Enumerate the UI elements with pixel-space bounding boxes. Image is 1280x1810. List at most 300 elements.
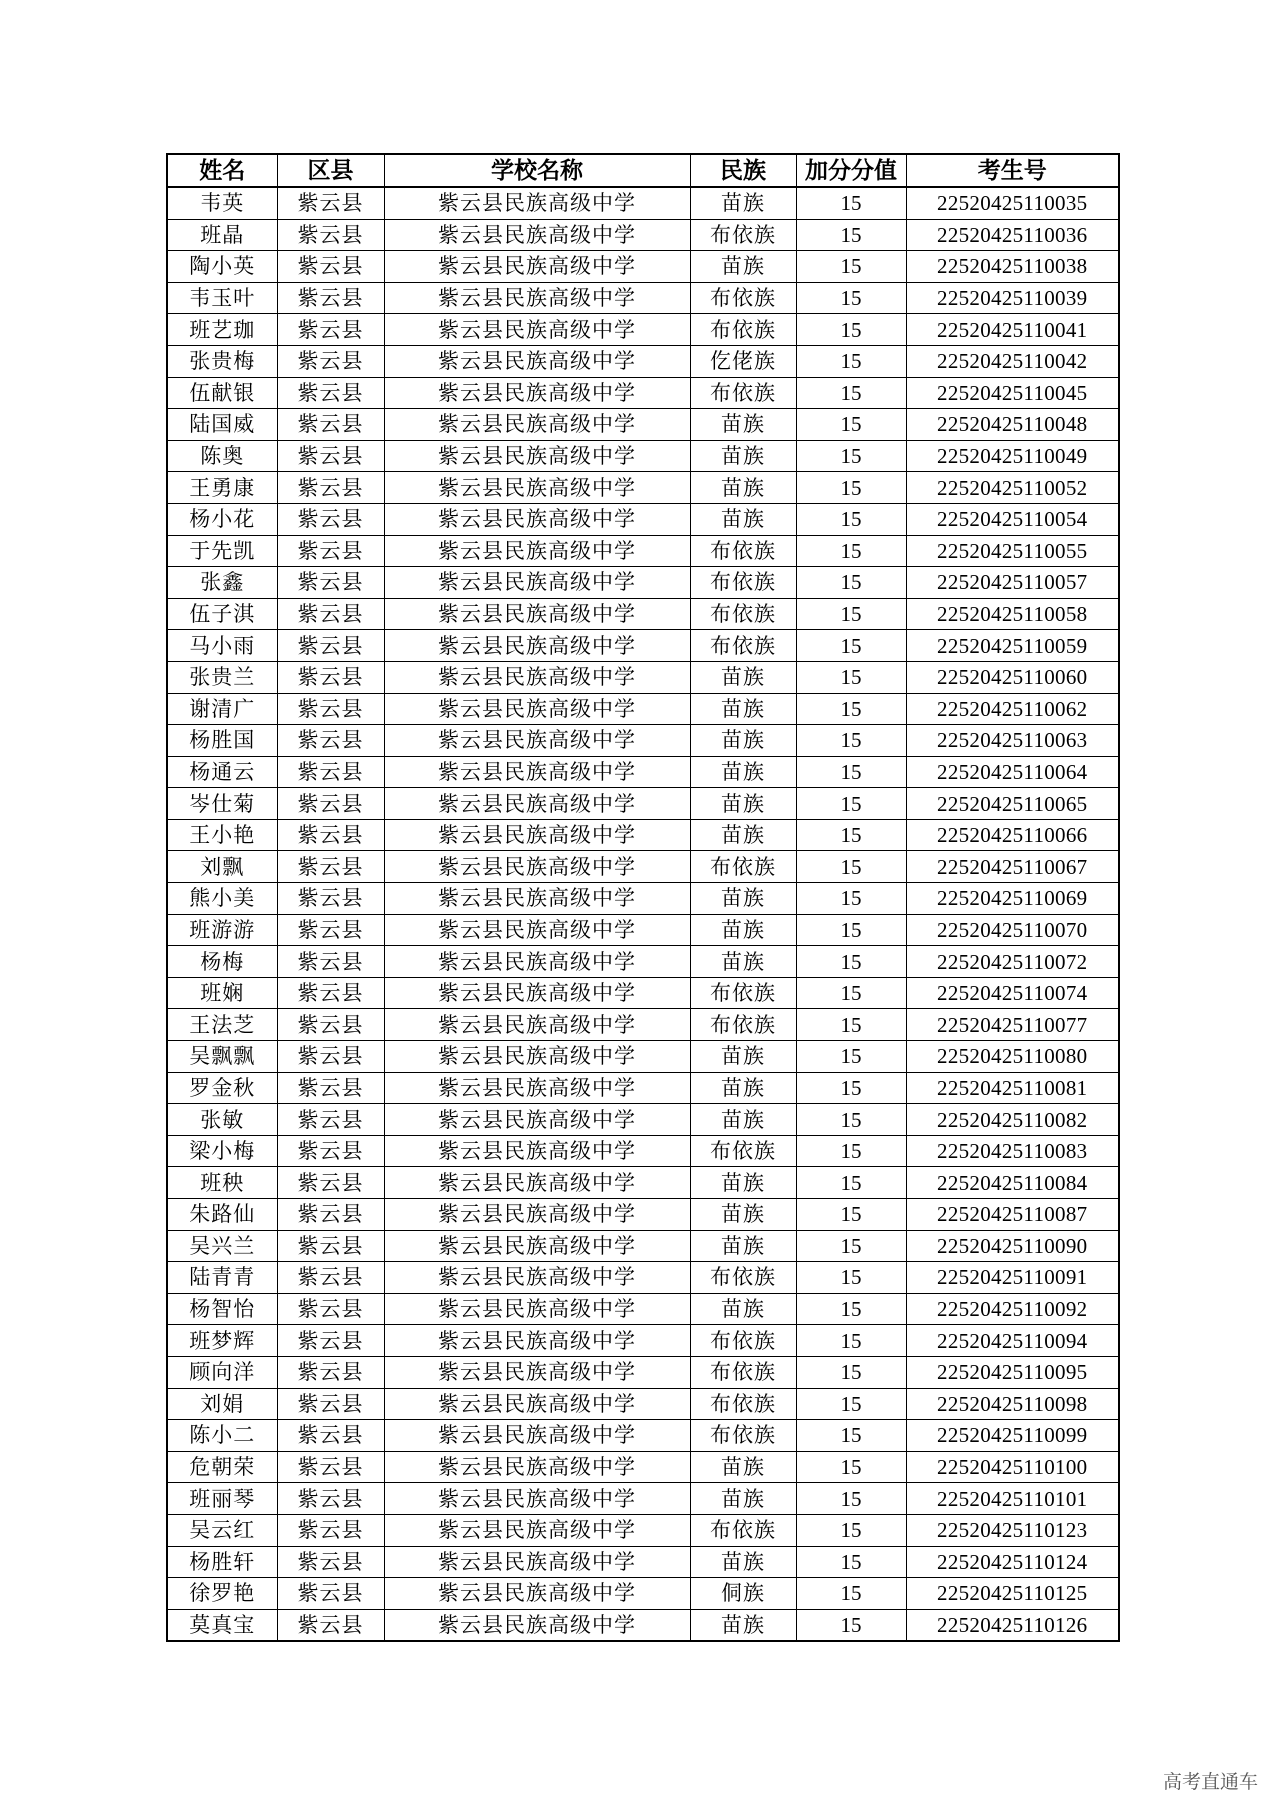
cell-name: 陶小英 [167, 251, 277, 283]
cell-bonus-points: 15 [796, 1104, 906, 1136]
cell-school: 紫云县民族高级中学 [384, 377, 690, 409]
table-row [167, 1325, 1119, 1357]
cell-county: 紫云县 [277, 1230, 384, 1262]
cell-name: 陆青青 [167, 1262, 277, 1294]
cell-bonus-points: 15 [796, 1009, 906, 1041]
cell-bonus-points: 15 [796, 1325, 906, 1357]
cell-ethnicity: 布依族 [690, 1388, 796, 1420]
cell-exam-number: 22520425110087 [906, 1199, 1119, 1231]
header-row [167, 154, 1119, 187]
cell-ethnicity: 布依族 [690, 567, 796, 599]
cell-ethnicity: 苗族 [690, 1230, 796, 1262]
cell-exam-number: 22520425110035 [906, 187, 1119, 219]
cell-exam-number: 22520425110069 [906, 883, 1119, 915]
cell-name: 杨小花 [167, 503, 277, 535]
cell-exam-number: 22520425110125 [906, 1578, 1119, 1610]
cell-ethnicity: 布依族 [690, 851, 796, 883]
cell-bonus-points: 15 [796, 630, 906, 662]
cell-county: 紫云县 [277, 1420, 384, 1452]
cell-school: 紫云县民族高级中学 [384, 1230, 690, 1262]
cell-ethnicity: 布依族 [690, 1514, 796, 1546]
cell-bonus-points: 15 [796, 1167, 906, 1199]
cell-ethnicity: 布依族 [690, 1325, 796, 1357]
bonus-points-table [166, 153, 1120, 1642]
header-ethnicity: 民族 [690, 154, 796, 187]
cell-county: 紫云县 [277, 251, 384, 283]
cell-name: 危朝荣 [167, 1451, 277, 1483]
cell-county: 紫云县 [277, 1546, 384, 1578]
cell-bonus-points: 15 [796, 1420, 906, 1452]
cell-county: 紫云县 [277, 535, 384, 567]
cell-name: 朱路仙 [167, 1199, 277, 1231]
cell-county: 紫云县 [277, 567, 384, 599]
cell-school: 紫云县民族高级中学 [384, 851, 690, 883]
table-row [167, 377, 1119, 409]
cell-bonus-points: 15 [796, 598, 906, 630]
cell-bonus-points: 15 [796, 1041, 906, 1073]
cell-ethnicity: 苗族 [690, 251, 796, 283]
cell-exam-number: 22520425110090 [906, 1230, 1119, 1262]
cell-ethnicity: 布依族 [690, 282, 796, 314]
cell-exam-number: 22520425110066 [906, 819, 1119, 851]
cell-county: 紫云县 [277, 598, 384, 630]
cell-name: 吴云红 [167, 1514, 277, 1546]
cell-county: 紫云县 [277, 725, 384, 757]
cell-ethnicity: 苗族 [690, 756, 796, 788]
cell-ethnicity: 苗族 [690, 883, 796, 915]
cell-name: 伍子淇 [167, 598, 277, 630]
cell-school: 紫云县民族高级中学 [384, 1609, 690, 1641]
cell-exam-number: 22520425110054 [906, 503, 1119, 535]
cell-name: 马小雨 [167, 630, 277, 662]
table-row [167, 314, 1119, 346]
cell-exam-number: 22520425110055 [906, 535, 1119, 567]
cell-ethnicity: 苗族 [690, 1072, 796, 1104]
cell-county: 紫云县 [277, 1325, 384, 1357]
cell-county: 紫云县 [277, 1388, 384, 1420]
cell-school: 紫云县民族高级中学 [384, 1546, 690, 1578]
table-row [167, 440, 1119, 472]
cell-county: 紫云县 [277, 1293, 384, 1325]
cell-county: 紫云县 [277, 756, 384, 788]
cell-bonus-points: 15 [796, 1135, 906, 1167]
cell-school: 紫云县民族高级中学 [384, 630, 690, 662]
cell-exam-number: 22520425110082 [906, 1104, 1119, 1136]
cell-bonus-points: 15 [796, 1072, 906, 1104]
cell-county: 紫云县 [277, 883, 384, 915]
cell-exam-number: 22520425110077 [906, 1009, 1119, 1041]
cell-school: 紫云县民族高级中学 [384, 1420, 690, 1452]
cell-name: 杨胜国 [167, 725, 277, 757]
cell-county: 紫云县 [277, 472, 384, 504]
table-row [167, 1009, 1119, 1041]
cell-name: 杨通云 [167, 756, 277, 788]
cell-bonus-points: 15 [796, 187, 906, 219]
cell-county: 紫云县 [277, 1009, 384, 1041]
cell-bonus-points: 15 [796, 377, 906, 409]
table-header [167, 154, 1119, 187]
table-row [167, 567, 1119, 599]
cell-school: 紫云县民族高级中学 [384, 598, 690, 630]
cell-ethnicity: 苗族 [690, 1483, 796, 1515]
cell-exam-number: 22520425110070 [906, 914, 1119, 946]
cell-county: 紫云县 [277, 1356, 384, 1388]
cell-bonus-points: 15 [796, 1483, 906, 1515]
cell-exam-number: 22520425110049 [906, 440, 1119, 472]
cell-name: 岑仕菊 [167, 788, 277, 820]
cell-bonus-points: 15 [796, 1199, 906, 1231]
cell-school: 紫云县民族高级中学 [384, 1167, 690, 1199]
cell-county: 紫云县 [277, 1609, 384, 1641]
cell-ethnicity: 苗族 [690, 503, 796, 535]
cell-exam-number: 22520425110048 [906, 409, 1119, 441]
header-exam-number: 考生号 [906, 154, 1119, 187]
cell-exam-number: 22520425110059 [906, 630, 1119, 662]
cell-exam-number: 22520425110099 [906, 1420, 1119, 1452]
cell-exam-number: 22520425110084 [906, 1167, 1119, 1199]
cell-name: 张贵兰 [167, 661, 277, 693]
cell-county: 紫云县 [277, 1578, 384, 1610]
cell-county: 紫云县 [277, 440, 384, 472]
cell-ethnicity: 布依族 [690, 1420, 796, 1452]
cell-bonus-points: 15 [796, 661, 906, 693]
cell-bonus-points: 15 [796, 819, 906, 851]
cell-name: 吴兴兰 [167, 1230, 277, 1262]
cell-county: 紫云县 [277, 1451, 384, 1483]
cell-ethnicity: 苗族 [690, 693, 796, 725]
cell-county: 紫云县 [277, 1199, 384, 1231]
cell-name: 班游游 [167, 914, 277, 946]
cell-ethnicity: 布依族 [690, 1135, 796, 1167]
table-row [167, 503, 1119, 535]
cell-county: 紫云县 [277, 377, 384, 409]
cell-bonus-points: 15 [796, 472, 906, 504]
cell-exam-number: 22520425110126 [906, 1609, 1119, 1641]
cell-bonus-points: 15 [796, 1546, 906, 1578]
cell-exam-number: 22520425110036 [906, 219, 1119, 251]
cell-exam-number: 22520425110092 [906, 1293, 1119, 1325]
cell-school: 紫云县民族高级中学 [384, 819, 690, 851]
cell-exam-number: 22520425110083 [906, 1135, 1119, 1167]
cell-name: 陆国威 [167, 409, 277, 441]
cell-ethnicity: 苗族 [690, 914, 796, 946]
cell-bonus-points: 15 [796, 567, 906, 599]
cell-exam-number: 22520425110038 [906, 251, 1119, 283]
table-row [167, 756, 1119, 788]
cell-name: 张鑫 [167, 567, 277, 599]
header-county: 区县 [277, 154, 384, 187]
cell-name: 杨智怡 [167, 1293, 277, 1325]
cell-school: 紫云县民族高级中学 [384, 1356, 690, 1388]
cell-bonus-points: 15 [796, 1578, 906, 1610]
table-row [167, 1578, 1119, 1610]
cell-county: 紫云县 [277, 1104, 384, 1136]
cell-name: 陈奥 [167, 440, 277, 472]
cell-name: 杨梅 [167, 946, 277, 978]
cell-name: 吴飘飘 [167, 1041, 277, 1073]
table-row [167, 914, 1119, 946]
cell-school: 紫云县民族高级中学 [384, 1041, 690, 1073]
cell-exam-number: 22520425110094 [906, 1325, 1119, 1357]
cell-county: 紫云县 [277, 1167, 384, 1199]
table-row [167, 187, 1119, 219]
cell-bonus-points: 15 [796, 503, 906, 535]
cell-ethnicity: 苗族 [690, 661, 796, 693]
cell-name: 王小艳 [167, 819, 277, 851]
cell-exam-number: 22520425110123 [906, 1514, 1119, 1546]
cell-school: 紫云县民族高级中学 [384, 472, 690, 504]
table-row [167, 883, 1119, 915]
cell-ethnicity: 苗族 [690, 1609, 796, 1641]
cell-name: 王勇康 [167, 472, 277, 504]
header-bonus-points: 加分分值 [796, 154, 906, 187]
cell-name: 王法芝 [167, 1009, 277, 1041]
cell-county: 紫云县 [277, 630, 384, 662]
cell-bonus-points: 15 [796, 946, 906, 978]
cell-ethnicity: 侗族 [690, 1578, 796, 1610]
cell-school: 紫云县民族高级中学 [384, 1483, 690, 1515]
cell-bonus-points: 15 [796, 1293, 906, 1325]
cell-ethnicity: 布依族 [690, 630, 796, 662]
cell-school: 紫云县民族高级中学 [384, 567, 690, 599]
cell-name: 班娴 [167, 977, 277, 1009]
cell-county: 紫云县 [277, 1041, 384, 1073]
cell-school: 紫云县民族高级中学 [384, 946, 690, 978]
cell-bonus-points: 15 [796, 1230, 906, 1262]
cell-ethnicity: 布依族 [690, 377, 796, 409]
cell-bonus-points: 15 [796, 409, 906, 441]
cell-ethnicity: 仡佬族 [690, 345, 796, 377]
cell-bonus-points: 15 [796, 914, 906, 946]
cell-bonus-points: 15 [796, 219, 906, 251]
cell-county: 紫云县 [277, 1262, 384, 1294]
cell-bonus-points: 15 [796, 282, 906, 314]
cell-bonus-points: 15 [796, 535, 906, 567]
table-row [167, 472, 1119, 504]
cell-ethnicity: 布依族 [690, 1356, 796, 1388]
table-row [167, 1546, 1119, 1578]
cell-bonus-points: 15 [796, 1356, 906, 1388]
cell-bonus-points: 15 [796, 788, 906, 820]
cell-county: 紫云县 [277, 1072, 384, 1104]
cell-ethnicity: 苗族 [690, 1041, 796, 1073]
cell-county: 紫云县 [277, 1483, 384, 1515]
cell-name: 班秧 [167, 1167, 277, 1199]
table-row [167, 1072, 1119, 1104]
table-row [167, 1199, 1119, 1231]
cell-county: 紫云县 [277, 409, 384, 441]
cell-ethnicity: 苗族 [690, 1104, 796, 1136]
cell-ethnicity: 布依族 [690, 598, 796, 630]
cell-name: 徐罗艳 [167, 1578, 277, 1610]
table-row [167, 788, 1119, 820]
table-row [167, 851, 1119, 883]
table-row [167, 1041, 1119, 1073]
table-row [167, 725, 1119, 757]
table-row [167, 1293, 1119, 1325]
table-row [167, 819, 1119, 851]
cell-exam-number: 22520425110098 [906, 1388, 1119, 1420]
table-row [167, 1230, 1119, 1262]
cell-school: 紫云县民族高级中学 [384, 219, 690, 251]
table-row [167, 1483, 1119, 1515]
cell-school: 紫云县民族高级中学 [384, 693, 690, 725]
cell-ethnicity: 苗族 [690, 1167, 796, 1199]
cell-county: 紫云县 [277, 819, 384, 851]
cell-exam-number: 22520425110064 [906, 756, 1119, 788]
table-row [167, 977, 1119, 1009]
cell-name: 罗金秋 [167, 1072, 277, 1104]
cell-exam-number: 22520425110041 [906, 314, 1119, 346]
cell-county: 紫云县 [277, 282, 384, 314]
cell-exam-number: 22520425110065 [906, 788, 1119, 820]
cell-school: 紫云县民族高级中学 [384, 1388, 690, 1420]
table-row [167, 251, 1119, 283]
cell-ethnicity: 布依族 [690, 1262, 796, 1294]
cell-name: 班梦辉 [167, 1325, 277, 1357]
cell-name: 韦英 [167, 187, 277, 219]
cell-school: 紫云县民族高级中学 [384, 725, 690, 757]
cell-school: 紫云县民族高级中学 [384, 1578, 690, 1610]
cell-ethnicity: 布依族 [690, 1009, 796, 1041]
cell-bonus-points: 15 [796, 1388, 906, 1420]
cell-school: 紫云县民族高级中学 [384, 314, 690, 346]
cell-exam-number: 22520425110039 [906, 282, 1119, 314]
cell-county: 紫云县 [277, 977, 384, 1009]
cell-exam-number: 22520425110062 [906, 693, 1119, 725]
cell-ethnicity: 苗族 [690, 946, 796, 978]
cell-bonus-points: 15 [796, 251, 906, 283]
cell-exam-number: 22520425110080 [906, 1041, 1119, 1073]
cell-exam-number: 22520425110101 [906, 1483, 1119, 1515]
cell-ethnicity: 苗族 [690, 187, 796, 219]
cell-name: 于先凯 [167, 535, 277, 567]
cell-exam-number: 22520425110067 [906, 851, 1119, 883]
cell-school: 紫云县民族高级中学 [384, 661, 690, 693]
cell-school: 紫云县民族高级中学 [384, 440, 690, 472]
header-school: 学校名称 [384, 154, 690, 187]
cell-school: 紫云县民族高级中学 [384, 1262, 690, 1294]
cell-county: 紫云县 [277, 788, 384, 820]
cell-bonus-points: 15 [796, 977, 906, 1009]
cell-name: 顾向洋 [167, 1356, 277, 1388]
cell-exam-number: 22520425110091 [906, 1262, 1119, 1294]
cell-exam-number: 22520425110074 [906, 977, 1119, 1009]
cell-bonus-points: 15 [796, 883, 906, 915]
cell-school: 紫云县民族高级中学 [384, 1104, 690, 1136]
table-row [167, 535, 1119, 567]
cell-school: 紫云县民族高级中学 [384, 1451, 690, 1483]
cell-school: 紫云县民族高级中学 [384, 1293, 690, 1325]
cell-school: 紫云县民族高级中学 [384, 187, 690, 219]
cell-county: 紫云县 [277, 1514, 384, 1546]
cell-school: 紫云县民族高级中学 [384, 282, 690, 314]
cell-school: 紫云县民族高级中学 [384, 1135, 690, 1167]
table-body [167, 187, 1119, 1641]
cell-ethnicity: 苗族 [690, 725, 796, 757]
cell-bonus-points: 15 [796, 725, 906, 757]
cell-county: 紫云县 [277, 661, 384, 693]
cell-county: 紫云县 [277, 851, 384, 883]
cell-ethnicity: 布依族 [690, 977, 796, 1009]
cell-county: 紫云县 [277, 345, 384, 377]
table-row [167, 1388, 1119, 1420]
cell-ethnicity: 布依族 [690, 219, 796, 251]
cell-school: 紫云县民族高级中学 [384, 345, 690, 377]
table-row [167, 1104, 1119, 1136]
cell-county: 紫云县 [277, 503, 384, 535]
cell-name: 韦玉叶 [167, 282, 277, 314]
cell-ethnicity: 苗族 [690, 819, 796, 851]
table-row [167, 1609, 1119, 1641]
table-row [167, 1356, 1119, 1388]
cell-ethnicity: 苗族 [690, 788, 796, 820]
cell-bonus-points: 15 [796, 1451, 906, 1483]
cell-exam-number: 22520425110095 [906, 1356, 1119, 1388]
cell-bonus-points: 15 [796, 1514, 906, 1546]
cell-school: 紫云县民族高级中学 [384, 883, 690, 915]
cell-county: 紫云县 [277, 946, 384, 978]
cell-name: 刘飘 [167, 851, 277, 883]
cell-name: 班晶 [167, 219, 277, 251]
cell-exam-number: 22520425110072 [906, 946, 1119, 978]
cell-ethnicity: 苗族 [690, 1199, 796, 1231]
table-row [167, 630, 1119, 662]
cell-exam-number: 22520425110052 [906, 472, 1119, 504]
cell-name: 张敏 [167, 1104, 277, 1136]
cell-exam-number: 22520425110100 [906, 1451, 1119, 1483]
cell-name: 熊小美 [167, 883, 277, 915]
cell-bonus-points: 15 [796, 1609, 906, 1641]
table-row [167, 1167, 1119, 1199]
cell-bonus-points: 15 [796, 440, 906, 472]
cell-school: 紫云县民族高级中学 [384, 788, 690, 820]
cell-exam-number: 22520425110063 [906, 725, 1119, 757]
cell-exam-number: 22520425110057 [906, 567, 1119, 599]
cell-name: 梁小梅 [167, 1135, 277, 1167]
watermark: 高考直通车 [1162, 1771, 1258, 1793]
cell-ethnicity: 苗族 [690, 1546, 796, 1578]
table-row [167, 282, 1119, 314]
cell-school: 紫云县民族高级中学 [384, 977, 690, 1009]
cell-name: 班丽琴 [167, 1483, 277, 1515]
table-row [167, 1262, 1119, 1294]
cell-county: 紫云县 [277, 693, 384, 725]
cell-county: 紫云县 [277, 314, 384, 346]
cell-exam-number: 22520425110058 [906, 598, 1119, 630]
cell-name: 张贵梅 [167, 345, 277, 377]
cell-school: 紫云县民族高级中学 [384, 1009, 690, 1041]
cell-ethnicity: 苗族 [690, 1293, 796, 1325]
cell-bonus-points: 15 [796, 693, 906, 725]
cell-bonus-points: 15 [796, 314, 906, 346]
cell-bonus-points: 15 [796, 345, 906, 377]
cell-name: 刘娟 [167, 1388, 277, 1420]
table-row [167, 345, 1119, 377]
cell-school: 紫云县民族高级中学 [384, 1325, 690, 1357]
cell-ethnicity: 苗族 [690, 440, 796, 472]
cell-name: 谢清广 [167, 693, 277, 725]
cell-school: 紫云县民族高级中学 [384, 1072, 690, 1104]
cell-school: 紫云县民族高级中学 [384, 251, 690, 283]
table-row [167, 598, 1119, 630]
cell-name: 杨胜轩 [167, 1546, 277, 1578]
cell-name: 莫真宝 [167, 1609, 277, 1641]
cell-school: 紫云县民族高级中学 [384, 409, 690, 441]
cell-school: 紫云县民族高级中学 [384, 503, 690, 535]
cell-ethnicity: 苗族 [690, 1451, 796, 1483]
cell-school: 紫云县民族高级中学 [384, 1199, 690, 1231]
